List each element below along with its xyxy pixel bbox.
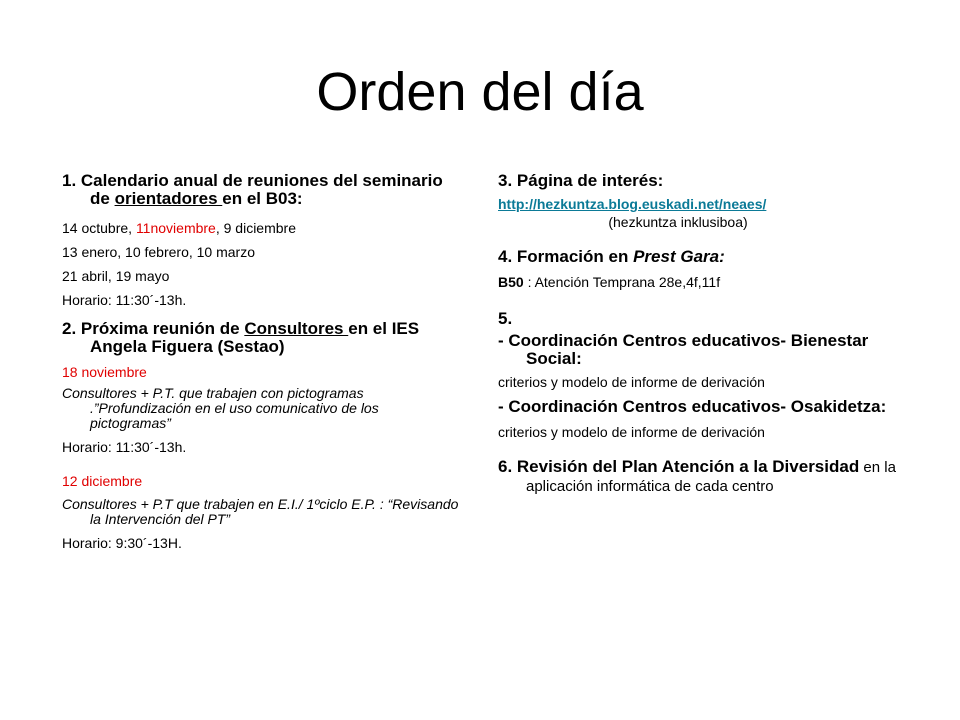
left-column xyxy=(62,172,462,551)
item4-line-bold: B50 xyxy=(498,274,524,290)
item6-heading xyxy=(498,458,908,496)
item1-heading xyxy=(62,172,462,208)
item6-heading-rest: en la aplicación informática de cada centro xyxy=(526,459,896,495)
item3-heading: 3. Página de interés: xyxy=(498,171,664,190)
item1-dates1-red: 11noviembre xyxy=(135,220,216,236)
item2-heading-post: en el IES Angela Figuera (Sestao) xyxy=(90,319,420,356)
item4-heading-italic: Prest Gara: xyxy=(633,247,725,266)
item2-desc2: Consultores + P.T que trabajen en E.I./ 1ºciclo E.P. : “Revisando la Intervención del PT” xyxy=(62,496,459,527)
item1-dates1 xyxy=(62,220,462,236)
item2-date1: 18 noviembre xyxy=(62,364,147,380)
item4-line-rest: : Atención Temprana 28e,4f,11f xyxy=(523,274,721,290)
item1-heading-pre: 1. Calendario anual de reuniones del seminario de xyxy=(62,171,443,208)
interest-link[interactable]: http://hezkuntza.blog.euskadi.net/neaes/ xyxy=(498,196,767,212)
item2-desc1: Consultores + P.T. que trabajen con pictogramas .”Profundización en el uso comunicativo de los pictogramas” xyxy=(62,385,379,431)
right-column xyxy=(498,172,908,496)
item1-dates1-pre: 14 octubre, xyxy=(62,220,136,236)
item4-heading xyxy=(498,248,908,266)
page-title: Orden del día xyxy=(316,62,644,122)
item2-heading-pre: 2. Próxima reunión de xyxy=(62,319,245,338)
item5-t2: criterios y modelo de informe de derivación xyxy=(498,424,765,440)
item4-heading-pre: 4. Formación en xyxy=(498,247,634,266)
item1-dates3: 21 abril, 19 mayo xyxy=(62,268,170,284)
item2-heading xyxy=(62,320,462,356)
item5-h1: - Coordinación Centros educativos- Bienestar Social: xyxy=(498,331,869,368)
item1-dates1-post: , 9 diciembre xyxy=(215,220,296,236)
item1-heading-underlined: orientadores xyxy=(114,189,223,208)
item2-date2: 12 diciembre xyxy=(62,473,143,489)
item5-h2: - Coordinación Centros educativos- Osakidetza: xyxy=(498,397,887,416)
item6-heading-bold: 6. Revisión del Plan Atención a la Diversidad xyxy=(498,457,860,476)
item2-horario2: Horario: 9:30´-13H. xyxy=(62,535,182,551)
item3-sub: (hezkuntza inklusiboa) xyxy=(608,214,748,230)
item2-heading-underlined: Consultores xyxy=(244,319,349,338)
item4-line xyxy=(498,274,908,290)
item1-heading-post: en el B03: xyxy=(222,189,303,208)
item1-horario: Horario: 11:30´-13h. xyxy=(62,292,187,308)
item5-t1: criterios y modelo de informe de derivación xyxy=(498,374,765,390)
item2-horario1: Horario: 11:30´-13h. xyxy=(62,439,187,455)
item1-dates2: 13 enero, 10 febrero, 10 marzo xyxy=(62,244,256,260)
item3-link-line xyxy=(498,196,908,212)
item5-number: 5. xyxy=(498,309,513,328)
